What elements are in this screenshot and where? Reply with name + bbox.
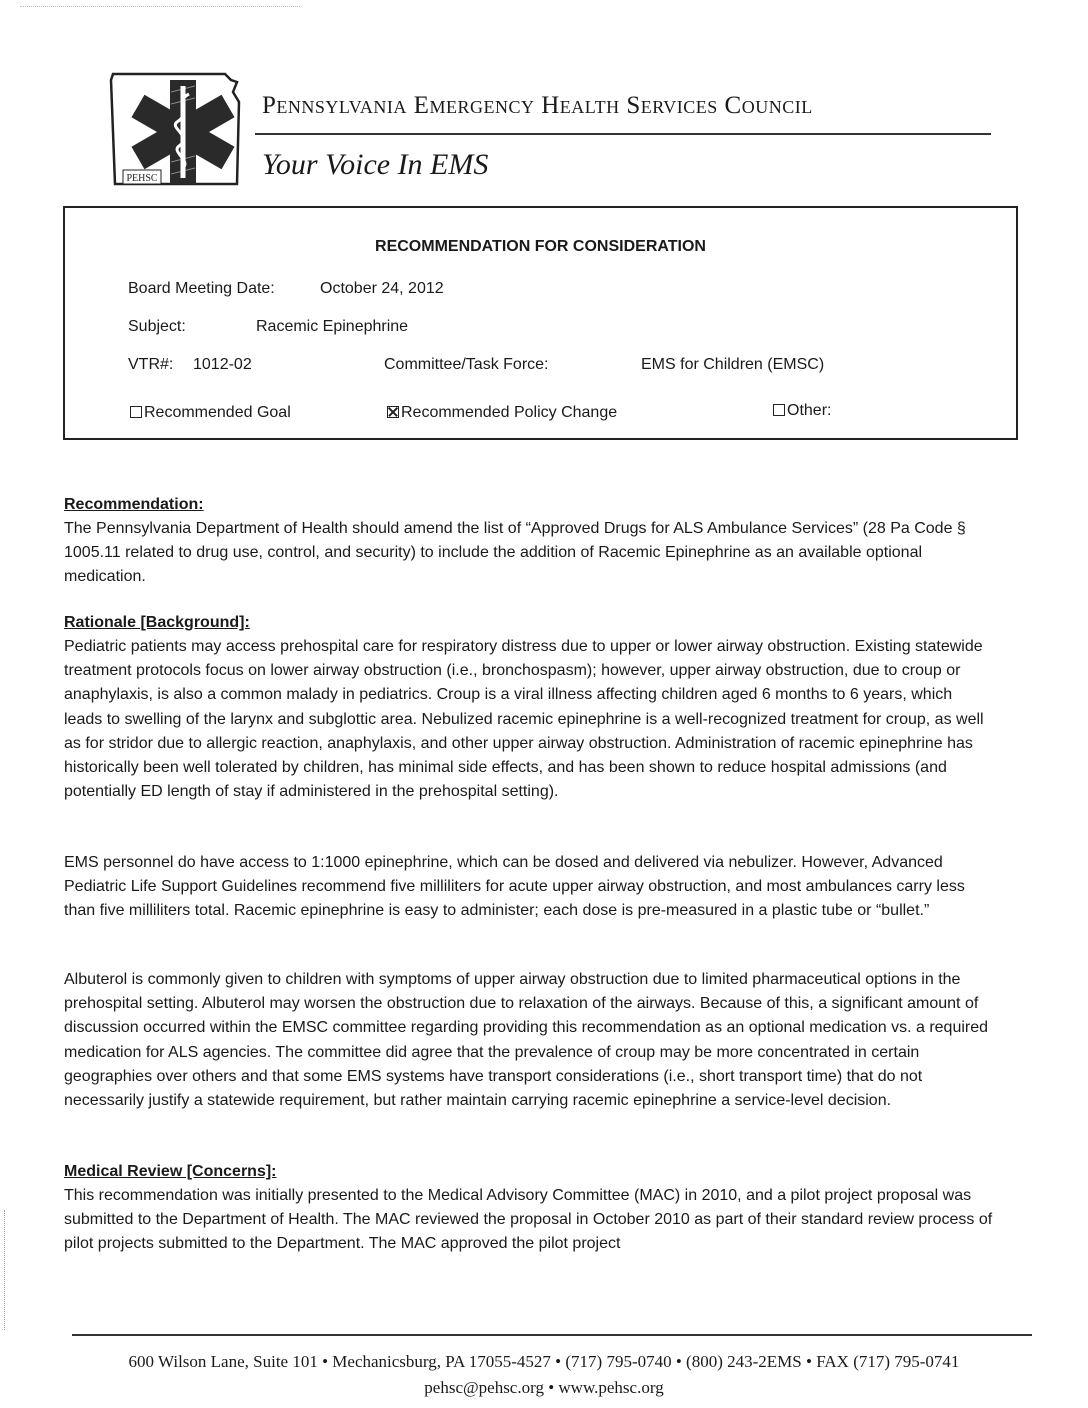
rationale-paragraph-2: EMS personnel do have access to 1:1000 epinephrine, which can be dosed and delivered via nebulizer. However, Advanced Pediatric Life Support Guidelines recommend five milliliters for acute upper airway obstruction, and most ambulances carry less than five milliliters total. Racemic epinephrine is easy to administer; each dose is pre-measured in a plastic tube or “bullet.” — [64, 854, 965, 920]
checkbox-other[interactable] — [773, 404, 785, 416]
option-label: Recommended Goal — [144, 404, 291, 421]
rationale-heading: Rationale [Background]: — [64, 614, 250, 631]
option-label: Other: — [787, 402, 832, 419]
option-recommended-goal[interactable] — [130, 404, 291, 422]
scan-mark-top — [20, 6, 300, 8]
star-of-life-icon — [105, 72, 245, 200]
recommendation-form — [63, 206, 1018, 440]
logo-label: PEHSC — [126, 173, 158, 184]
rationale-paragraph-1: Pediatric patients may access prehospital care for respiratory distress due to upper or lower airway obstruction. Existing statewide treatment protocols focus on lower airway obstruction (i.e., bronchospasm); however, upper airway obstruction, due to croup or anaphylaxis, is also a common malady in pediatrics. Croup is a viral illness affecting children aged 6 months to 6 years, which leads to swelling of the larynx and subglottic area. Nebulized racemic epinephrine is a well-recognized treatment for croup, as well as for stridor due to allergic reaction, anaphylaxis, and other upper airway obstruction. Administration of racemic epinephrine has historically been well tolerated by children, has minimal side effects, and has been shown to reduce hospital admissions (and potentially ED length of stay if administered in the prehospital setting). — [64, 638, 984, 801]
footer-address: 600 Wilson Lane, Suite 101 • Mechanicsburg, PA 17055-4527 • (717) 795-0740 • (800) 243-2EMS • FAX (717) 795-0741 — [128, 1352, 960, 1371]
org-name: Pennsylvania Emergency Health Services Council — [262, 92, 813, 119]
subject-label: Subject: — [128, 318, 186, 335]
recommendation-text: The Pennsylvania Department of Health should amend the list of “Approved Drugs for ALS Ambulance Services” (28 Pa Code § 1005.11 related to drug use, control, and security) to include the addition of Racemic Epinephrine as an available optional medication. — [64, 520, 966, 586]
checkbox-recommended-goal[interactable] — [130, 406, 142, 418]
recommendation-heading: Recommendation: — [64, 496, 204, 513]
committee-value: EMS for Children (EMSC) — [641, 356, 825, 373]
medical-review-heading: Medical Review [Concerns]: — [64, 1163, 277, 1180]
rationale-paragraph-3: Albuterol is commonly given to children with symptoms of upper airway obstruction due to limited pharmaceutical options in the prehospital setting. Albuterol may worsen the obstruction due to relaxation of the airways. Because of this, a significant amount of discussion occurred within the EMSC committee regarding providing this recommendation as an optional medication vs. a required medication for ALS agencies. The committee did agree that the prevalence of croup may be more concentrated in certain geographies over others and that some EMS systems have transport considerations (i.e., short transport time) that do not necessarily justify a statewide requirement, but rather maintain carrying racemic epinephrine a service-level decision. — [64, 971, 989, 1110]
tagline: Your Voice In EMS — [262, 148, 489, 181]
letterhead-rule — [255, 133, 991, 135]
option-label: Recommended Policy Change — [401, 404, 618, 421]
medical-review-text: This recommendation was initially presented to the Medical Advisory Committee (MAC) in 2010, and a pilot project proposal was submitted to the Department of Health. The MAC reviewed the proposal in October 2010 as part of their standard review process of pilot projects submitted to the Department. The MAC approved the pilot project — [64, 1187, 993, 1253]
scan-mark-left — [4, 1210, 6, 1330]
board-meeting-value: October 24, 2012 — [320, 280, 444, 297]
option-other[interactable] — [773, 402, 831, 420]
option-recommended-policy-change[interactable] — [387, 404, 617, 422]
vtr-label: VTR#: — [128, 356, 174, 373]
form-title: RECOMMENDATION FOR CONSIDERATION — [375, 238, 706, 255]
vtr-value: 1012-02 — [193, 356, 252, 373]
checkbox-recommended-policy-change[interactable] — [387, 406, 399, 418]
board-meeting-label: Board Meeting Date: — [128, 280, 275, 297]
footer-rule — [72, 1334, 1032, 1336]
committee-label: Committee/Task Force: — [384, 356, 549, 373]
subject-value: Racemic Epinephrine — [256, 318, 409, 335]
footer-contact: pehsc@pehsc.org • www.pehsc.org — [424, 1378, 664, 1397]
